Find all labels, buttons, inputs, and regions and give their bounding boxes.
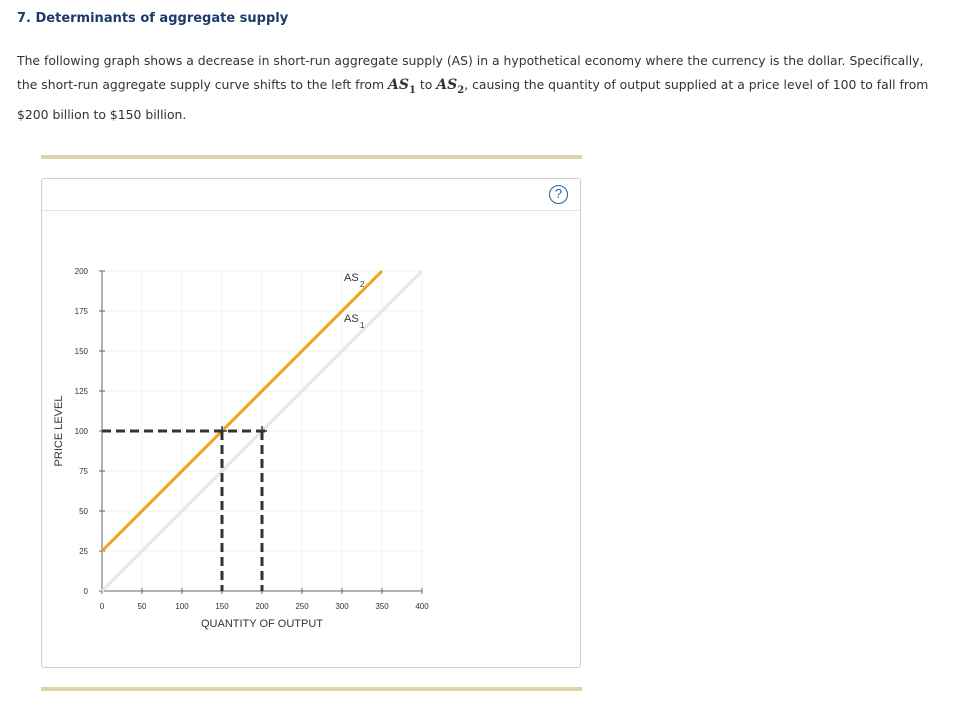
curve-label-as2: AS (344, 272, 359, 284)
curve-as2 (102, 271, 382, 551)
x-tick-label-300: 300 (335, 602, 349, 611)
curve-label-as1: AS (344, 313, 359, 325)
y-axis-title: PRICE LEVEL (53, 395, 65, 467)
help-icon[interactable]: ? (549, 185, 568, 204)
x-axis-title: QUANTITY OF OUTPUT (200, 618, 324, 630)
bottom-divider (41, 687, 582, 691)
y-tick-label-50: 50 (79, 507, 88, 516)
as1-math-label: $AS_1$ (387, 77, 416, 96)
question-text-part2: to (415, 77, 437, 92)
question-text-part1: The following graph shows a decrease in short-run aggregate supply (AS) in a hypothetical economy where the currency is the dollar. Specifically, the short-run aggregate supply curve shifts to the left from (17, 53, 924, 92)
y-tick-label-0: 0 (83, 587, 88, 596)
y-tick-label-100: 100 (74, 427, 88, 436)
x-tick-label-100: 100 (175, 602, 189, 611)
x-tick-label-50: 50 (137, 602, 147, 611)
y-tick-label-75: 75 (79, 467, 88, 476)
x-tick-label-200: 200 (255, 602, 269, 611)
y-tick-label-125: 125 (74, 387, 88, 396)
curve-label-sub-as2: 2 (360, 280, 365, 289)
y-tick-label-150: 150 (74, 347, 88, 356)
question-title: 7. Determinants of aggregate supply (17, 11, 289, 26)
y-tick-label-175: 175 (74, 307, 88, 316)
curve-label-sub-as1: 1 (360, 321, 365, 330)
x-tick-label-350: 350 (375, 602, 389, 611)
as2-math-label: $AS_2$ (436, 77, 465, 96)
y-tick-label-200: 200 (74, 267, 88, 276)
x-tick-label-150: 150 (215, 602, 229, 611)
question-text-part3: , causing the quantity of output supplied at a price level of 100 to fall from $200 billion to $150 billion. (17, 77, 929, 122)
x-tick-label-400: 400 (415, 602, 429, 611)
y-tick-label-25: 25 (79, 547, 88, 556)
x-tick-label-250: 250 (295, 602, 309, 611)
x-tick-label-0: 0 (99, 602, 105, 611)
